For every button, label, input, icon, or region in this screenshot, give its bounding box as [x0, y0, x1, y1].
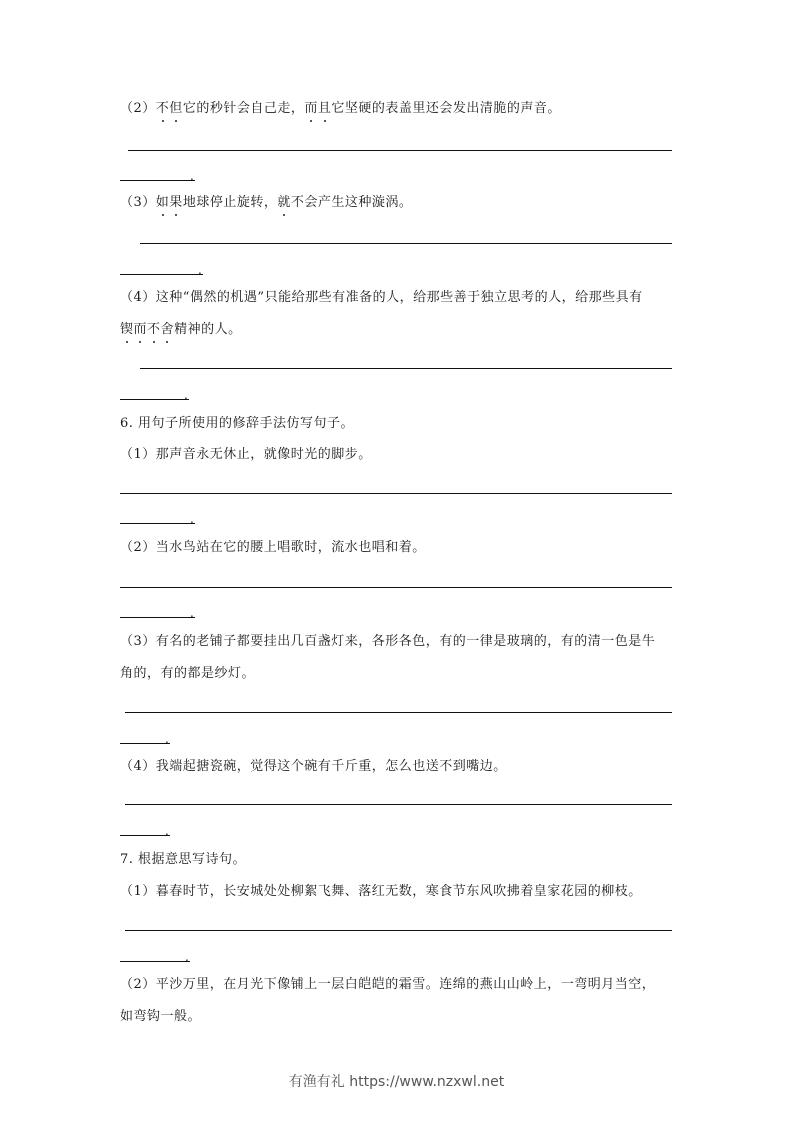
- answer-line[interactable]: [128, 150, 672, 151]
- q7-title: 7. 根据意思写诗句。: [120, 852, 247, 867]
- answer-period: .: [198, 263, 202, 277]
- q7-item-2-line2: 如弯钩一般。: [120, 1009, 202, 1024]
- q5-item-3: [120, 195, 412, 211]
- q6-item-3-line2: 角的，有的都是纱灯。: [120, 666, 256, 681]
- answer-period: .: [190, 512, 194, 526]
- sentence-text: 地球停止旋转，: [182, 195, 278, 210]
- emphasized-char: 且: [317, 101, 332, 116]
- emphasized-char: 如: [155, 195, 170, 210]
- q6-item-1: （1）那声音永无休止，就像时光的脚步。: [120, 447, 372, 462]
- answer-line-short[interactable]: [120, 961, 190, 962]
- sentence-text: 不会产生这种漩涡。: [290, 195, 413, 210]
- answer-line[interactable]: [125, 930, 672, 931]
- q5-item-4-line1: [120, 290, 643, 306]
- emphasized-char: 不: [147, 322, 161, 337]
- answer-period: .: [190, 169, 194, 183]
- answer-line[interactable]: [140, 243, 672, 244]
- answer-period: .: [165, 824, 169, 838]
- answer-line-short[interactable]: [120, 274, 203, 275]
- answer-line-short[interactable]: [120, 180, 195, 181]
- answer-line-short[interactable]: [120, 617, 195, 618]
- answer-line[interactable]: [140, 368, 672, 369]
- emphasized-char: 但: [169, 101, 183, 116]
- answer-line-short[interactable]: [120, 835, 170, 836]
- q6-item-4: （4）我端起搪瓷碗，觉得这个碗有千斤重，怎么也送不到嘴边。: [120, 759, 507, 774]
- emphasized-char: 不: [155, 101, 170, 116]
- answer-period: .: [165, 732, 169, 746]
- sentence-text: 它坚硬的表盖里还会发出清脆的声音。: [331, 101, 561, 116]
- item-number: （2）: [120, 101, 156, 116]
- answer-line[interactable]: [120, 587, 672, 588]
- answer-line[interactable]: [120, 493, 672, 494]
- emphasized-char: 果: [169, 195, 183, 210]
- item-number: （4）: [120, 290, 156, 305]
- q6-item-2: （2）当水鸟站在它的腰上唱歌时，流水也唱和着。: [120, 540, 426, 555]
- emphasized-char: 而: [133, 322, 148, 337]
- emphasized-char: 锲: [120, 322, 134, 337]
- q5-item-2: [120, 101, 561, 117]
- emphasized-char: 舍: [160, 322, 175, 337]
- item-number: （3）: [120, 195, 156, 210]
- answer-period: .: [184, 388, 188, 402]
- answer-line[interactable]: [125, 804, 672, 805]
- sentence-text: 它的秒针会自己走，: [182, 101, 305, 116]
- answer-period: .: [185, 950, 189, 964]
- q6-item-3-line1: （3）有名的老铺子都要挂出几百盏灯来，各形各色，有的一律是玻璃的，有的清一色是牛: [120, 634, 656, 649]
- footer-watermark: 有渔有礼 https://www.nzxwl.net: [288, 1074, 505, 1090]
- answer-period: .: [190, 606, 194, 620]
- answer-line-short[interactable]: [120, 399, 189, 400]
- emphasized-char: 而: [304, 101, 318, 116]
- q7-item-2-line1: （2）平沙万里，在月光下像铺上一层白皑皑的霜雪。连绵的燕山山岭上，一弯明月当空，: [120, 977, 656, 992]
- sentence-text: 这种“偶然的机遇”只能给那些有准备的人，给那些善于独立思考的人，给那些具有: [155, 290, 643, 305]
- answer-line-short[interactable]: [120, 523, 195, 524]
- q7-item-1: （1）暮春时节，长安城处处柳絮飞舞、落红无数，寒食节东风吹拂着皇家花园的柳枝。: [120, 884, 642, 899]
- q6-title: 6. 用句子所使用的修辞手法仿写句子。: [120, 416, 355, 431]
- answer-line[interactable]: [125, 712, 672, 713]
- sentence-text: 精神的人。: [174, 322, 242, 337]
- q5-item-4-line2: [120, 322, 242, 338]
- emphasized-char: 就: [277, 195, 291, 210]
- answer-line-short[interactable]: [120, 743, 170, 744]
